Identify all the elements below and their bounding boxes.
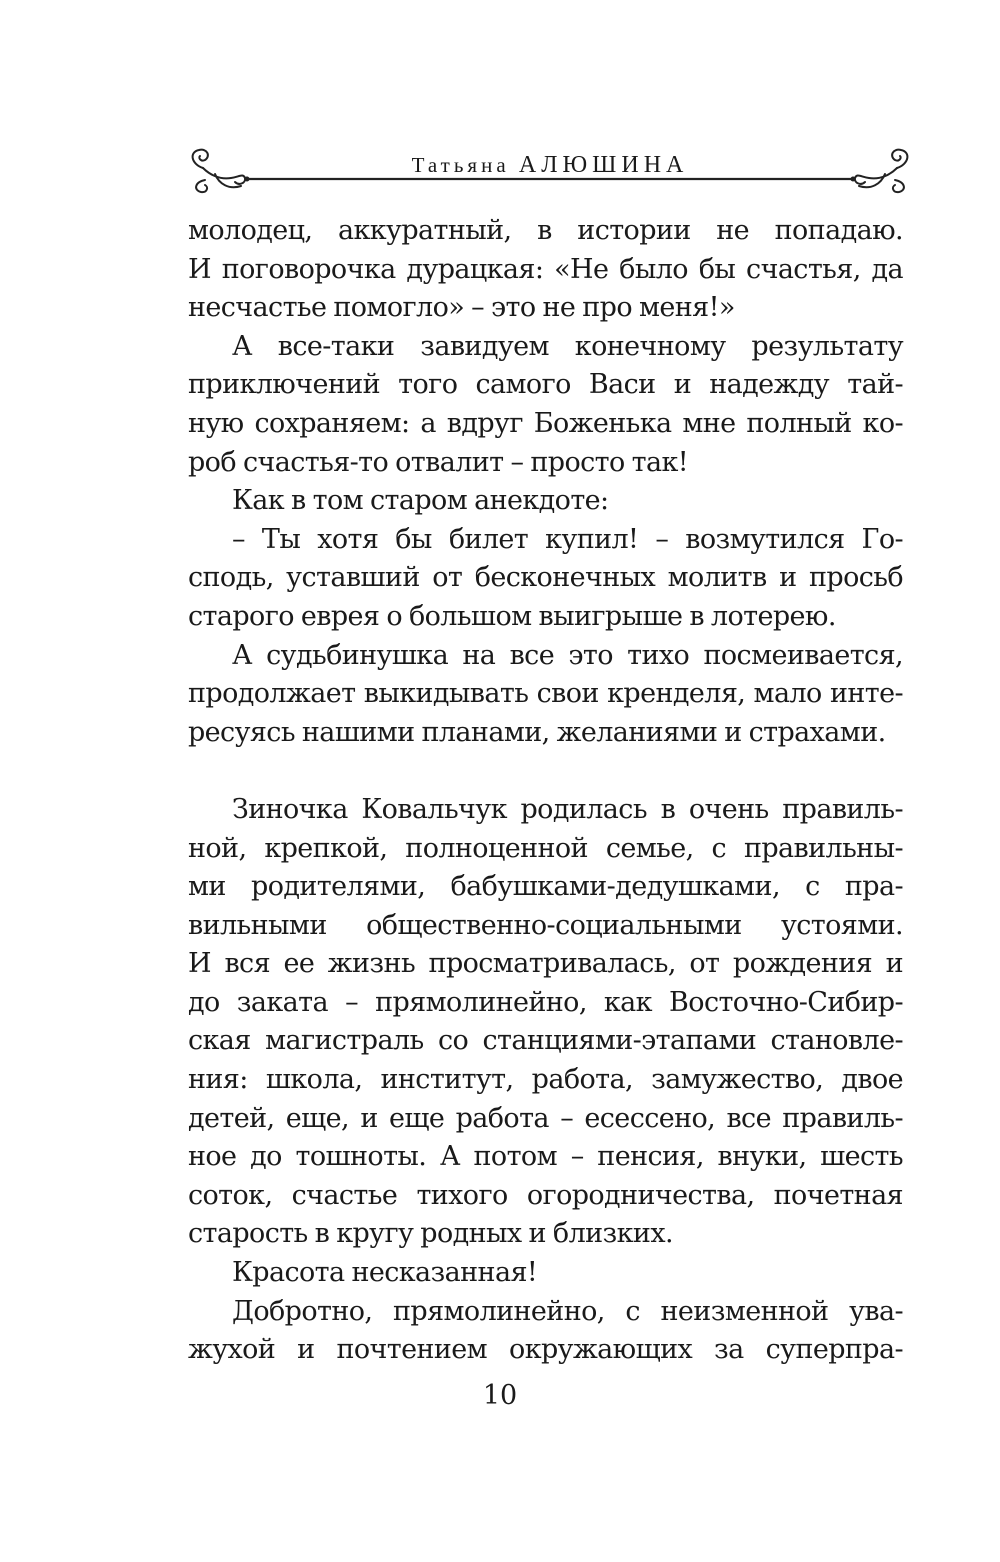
text-line: соток, счастье тихого огородничества, почетная	[188, 1179, 903, 1211]
text-line: молодец, аккуратный, в истории не попадаю.	[188, 215, 903, 246]
text-line: ное до тошноты. А потом – пенсия, внуки, шесть	[188, 1141, 903, 1173]
text-line: ную сохраняем: а вдруг Боженька мне полный ко-	[188, 407, 903, 439]
text-line: А все-таки завидуем конечному результату	[232, 330, 903, 362]
text-line: И вся ее жизнь просматривалась, от рождения и	[188, 948, 903, 980]
page-number: 10	[482, 1380, 518, 1411]
paragraph	[188, 482, 903, 521]
paragraph	[188, 1293, 903, 1370]
text-line: Зиночка Ковальчук родилась в очень правиль-	[232, 793, 903, 825]
text-line: до заката – прямолинейно, как Восточно-Сибир-	[188, 986, 903, 1018]
text-line: несчастье помогло» – это не про меня!»	[188, 292, 735, 324]
text-line: Красота несказанная!	[232, 1257, 538, 1289]
text-line: ми родителями, бабушками-дедушками, с пра-	[188, 871, 903, 903]
text-line: детей, еще, и еще работа – есессено, все правиль-	[188, 1102, 903, 1134]
text-line: приключений того самого Васи и надежду тай-	[188, 369, 903, 401]
text-line: вильными общественно-социальными устоями.	[188, 909, 903, 941]
body-text	[188, 212, 903, 1370]
paragraph	[188, 328, 903, 482]
text-line: – Ты хотя бы билет купил! – возмутился Го-	[232, 523, 903, 555]
text-line: Как в том старом анекдоте:	[232, 485, 609, 517]
paragraph	[188, 1254, 903, 1293]
text-line: старость в кругу родных и близких.	[188, 1218, 673, 1250]
author-last-name: АЛЮШИНА	[518, 152, 689, 178]
text-line: А судьбинушка на все это тихо посмеивается,	[232, 639, 903, 671]
paragraph	[188, 791, 903, 1254]
paragraph	[188, 521, 903, 637]
text-line: старого еврея о большом выигрыше в лотерею.	[188, 600, 836, 632]
text-line: ной, крепкой, полноценной семье, с правильны-	[188, 832, 903, 864]
text-line: ская магистраль со станциями-этапами становле-	[188, 1025, 903, 1057]
text-line: сподь, уставший от бесконечных молитв и просьб	[188, 562, 903, 594]
running-header	[185, 140, 915, 200]
text-line: И поговорочка дурацкая: «Не было бы счастья, да	[188, 253, 903, 285]
paragraph	[188, 212, 903, 328]
paragraph	[188, 637, 903, 753]
text-line: Добротно, прямолинейно, с неизменной ува-	[232, 1295, 903, 1327]
text-line: продолжает выкидывать свои кренделя, мало инте-	[188, 678, 903, 710]
running-head-title	[185, 152, 915, 179]
text-line: роб счастья-то отвалит – просто так!	[188, 446, 688, 478]
text-line: ния: школа, институт, работа, замужество, двое	[188, 1064, 903, 1096]
text-line: жухой и почтением окружающих за суперпра-	[188, 1334, 903, 1366]
author-first-name: Татьяна	[411, 153, 510, 177]
text-line: ресуясь нашими планами, желаниями и страхами.	[188, 716, 886, 748]
